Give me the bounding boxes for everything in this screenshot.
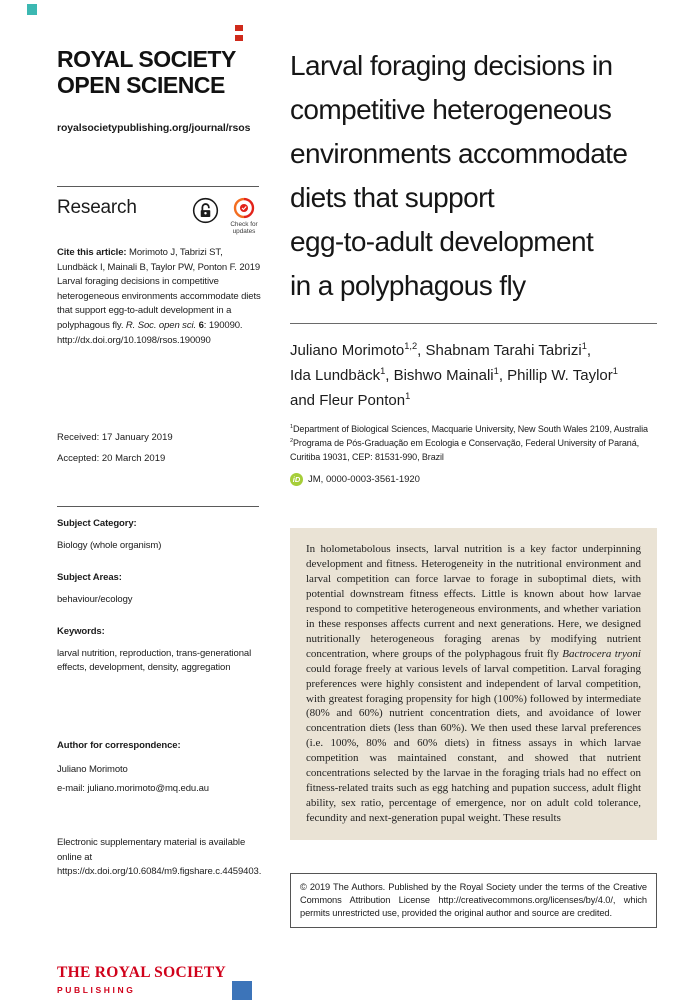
title-line: Larval foraging decisions in — [290, 50, 613, 81]
correspondence-name: Juliano Morimoto — [57, 763, 128, 775]
subject-areas-value: behaviour/ecology — [57, 593, 133, 605]
print-mark-teal — [27, 4, 37, 15]
print-mark-red-1 — [235, 25, 243, 31]
copyright-notice — [290, 873, 657, 928]
author: Bishwo Mainali$^1$ — [393, 366, 499, 384]
affiliations-block — [290, 422, 662, 464]
correspondence-email-link[interactable]: e-mail: juliano.morimoto@mq.edu.au — [57, 783, 209, 794]
citation-block — [57, 246, 263, 348]
article-main-column — [290, 44, 665, 928]
license-url-link[interactable]: http://creativecommons.org/licenses/by/4.0/ — [438, 895, 613, 906]
title-divider-rule — [290, 323, 657, 324]
subject-category-value: Biology (whole organism) — [57, 539, 162, 551]
affiliation: $^2$Programa de Pós-Graduação em Ecologia e Conservação, Federal University of Paraná, Curitiba 19031, CEP: 81531-990, Brazil — [290, 438, 639, 462]
keywords-block — [57, 625, 263, 676]
subject-areas-label: Subject Areas: — [57, 572, 122, 583]
cite-journal-abbrev: R. Soc. open sci. — [125, 319, 199, 331]
journal-logo-line2: OPEN SCIENCE — [57, 72, 225, 98]
check-for-updates-label: Check for updates — [230, 221, 258, 236]
author-affiliation-sup: 1 — [581, 341, 587, 351]
title-line: environments accommodate — [290, 138, 628, 169]
orcid-row — [290, 473, 665, 486]
author-affiliation-sup: 1 — [493, 366, 499, 376]
author: Phillip W. Taylor$^1$ — [507, 366, 618, 384]
journal-url-link[interactable]: royalsocietypublishing.org/journal/rsos — [57, 122, 251, 134]
author: Juliano Morimoto$^{1,2}$ — [290, 341, 418, 359]
subject-category-label: Subject Category: — [57, 518, 137, 529]
author: and Fleur Ponton$^1$ — [290, 391, 411, 409]
supplementary-doi-link[interactable]: https://dx.doi.org/10.6084/m9.figshare.c.4459403. — [57, 866, 262, 878]
cite-volume: 6 — [198, 319, 204, 331]
orcid-id-link[interactable]: JM, 0000-0003-3561-1920 — [308, 474, 420, 485]
title-line: in a polyphagous fly — [290, 270, 526, 301]
divider-rule-middle — [57, 506, 259, 507]
author-affiliation-sup: 1 — [380, 366, 386, 376]
abstract-part1: In holometabolous insects, larval nutrition is a key factor underpinning development and fitness. Heterogeneity in the nutritional environment and larval competition can force larvae to forage in suboptimal diets, with potential downstream fitness effects. Little is known about how larvae respond to competitive heterogeneous environments, and whether variation in these responses affects current and next generations. Here, we designed nutritionally heterogeneous foraging arenas by modifying nutrient concentration, where groups of the polyphagous fruit fly — [306, 543, 641, 660]
subject-areas-block — [57, 571, 263, 607]
dates-block — [57, 427, 173, 469]
affiliation: $^1$Department of Biological Sciences, Macquarie University, New South Wales 2109, Australia — [290, 424, 648, 434]
received-date: Received: 17 January 2019 — [57, 432, 173, 443]
open-access-icon — [192, 197, 219, 224]
section-header-row — [57, 197, 262, 236]
journal-logo — [57, 46, 236, 98]
author: Ida Lundbäck$^1$ — [290, 366, 386, 384]
article-title — [290, 44, 665, 308]
supplementary-material-note — [57, 836, 263, 880]
supplementary-text: Electronic supplementary material is available online at — [57, 837, 246, 863]
divider-rule-top — [57, 186, 259, 187]
journal-logo-line1: ROYAL SOCIETY — [57, 46, 236, 72]
accepted-date: Accepted: 20 March 2019 — [57, 453, 166, 464]
print-mark-blue — [232, 981, 252, 1000]
abstract-part2: could forage freely at various levels of larval competition. Larval foraging preferences were highly consistent and independent of larval competition, with greatest foraging propensity for high (100%) followed by intermediate (80% and 60%) nutrient concentration diets, and avoidance of lower concentration diets (less than 60%). We then used these larval preferences (i.e. 100%, 80% and 60% diets) in fitness assays in which larvae competition was maintained constant, and showed that nutrient concentrations selected by the larvae in the foraging trials had no effect on fitness-related traits such as egg hatching and pupation success, adult flight ability, sex ratio, percentage of emergence, nor on adult cold tolerance, fecundity and next-generation pupal weight. These results — [306, 662, 641, 825]
title-line: egg-to-adult development — [290, 226, 594, 257]
crossmark-icon — [233, 197, 255, 219]
subject-category-block — [57, 517, 263, 553]
author: Shabnam Tarahi Tabrizi$^1$ — [425, 341, 587, 359]
author-list: Juliano Morimoto$^{1,2}$, Shabnam Tarahi Tabrizi$^1$, Ida Lundbäck$^1$, Bishwo Mainali$^1$, Phillip W. Taylor$^1$ and Fleur Ponton$^1$ — [290, 341, 618, 409]
author-affiliation-sup: 1,2 — [404, 341, 418, 351]
title-line: competitive heterogeneous — [290, 94, 612, 125]
title-line: diets that support — [290, 182, 494, 213]
publisher-division: PUBLISHING — [57, 985, 136, 995]
publisher-logo — [57, 964, 226, 995]
keywords-label: Keywords: — [57, 626, 105, 637]
header-icons — [192, 197, 262, 236]
author-affiliation-sup: 1 — [612, 366, 618, 376]
publisher-name: THE ROYAL SOCIETY — [57, 964, 227, 981]
correspondence-block — [57, 739, 263, 799]
cite-text: Morimoto J, Tabrizi ST, Lundbäck I, Mainali B, Taylor PW, Ponton F. 2019 Larval foraging decisions in competitive heterogeneous environments accommodate diets that support egg-to-adult development in a polyphagous fly. — [57, 247, 261, 331]
copyright-part1: © 2019 The Authors. Published by the Royal Society under the terms of the Creative Commons Attribution License — [300, 882, 647, 906]
copyright-part2: , which permits unrestricted use, provided the original author and source are credited. — [300, 895, 647, 919]
check-for-updates-badge[interactable] — [226, 197, 262, 236]
abstract-text — [290, 528, 657, 840]
cite-label: Cite this article: — [57, 247, 127, 258]
orcid-icon[interactable]: iD — [290, 473, 303, 486]
cite-pages: : 190090. — [203, 319, 243, 331]
keywords-value: larval nutrition, reproduction, trans-generational effects, development, density, aggregation — [57, 647, 252, 673]
species-name: Bactrocera tryoni — [562, 647, 641, 660]
correspondence-label: Author for correspondence: — [57, 740, 181, 751]
print-mark-red-2 — [235, 35, 243, 41]
section-research-label: Research — [57, 197, 137, 218]
author-affiliation-sup: 1 — [405, 391, 411, 401]
cite-doi-link[interactable]: http://dx.doi.org/10.1098/rsos.190090 — [57, 334, 211, 346]
